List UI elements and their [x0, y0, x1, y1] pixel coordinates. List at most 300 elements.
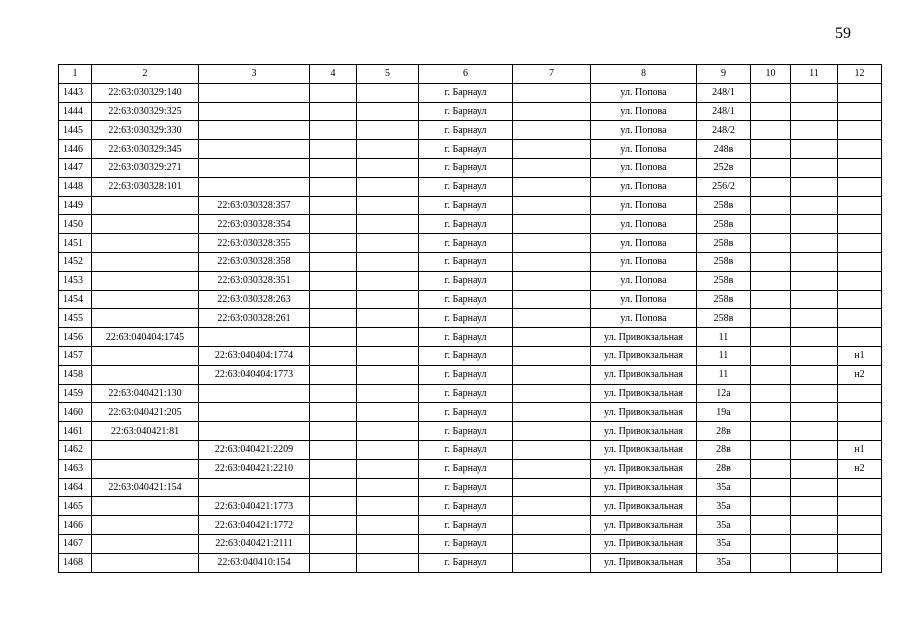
cell: [513, 478, 591, 497]
cell: [357, 271, 419, 290]
cell: [357, 102, 419, 121]
row-number-cell: 1445: [59, 121, 92, 140]
street-cell: ул. Привокзальная: [591, 403, 697, 422]
cell: [751, 290, 791, 309]
cadastral-number-cell: 22:63:030328:355: [199, 234, 310, 253]
cell: [791, 121, 838, 140]
street-cell: ул. Привокзальная: [591, 553, 697, 572]
cadastral-number-cell: 22:63:030328:351: [199, 271, 310, 290]
row-number-cell: 1465: [59, 497, 92, 516]
settlement-cell: г. Барнаул: [419, 553, 513, 572]
cadastral-number-cell: 22:63:030328:101: [92, 177, 199, 196]
cell: [791, 497, 838, 516]
note-cell: [838, 83, 882, 102]
cell: [310, 516, 357, 535]
cell: [357, 252, 419, 271]
cadastral-number-cell: [199, 83, 310, 102]
cadastral-number-cell: [92, 346, 199, 365]
cell: [791, 177, 838, 196]
row-number-cell: 1444: [59, 102, 92, 121]
cell: [513, 177, 591, 196]
row-number-cell: 1459: [59, 384, 92, 403]
settlement-cell: г. Барнаул: [419, 290, 513, 309]
cell: [357, 459, 419, 478]
table-row: [59, 158, 882, 177]
house-number-cell: 11: [697, 328, 751, 347]
cell: [357, 83, 419, 102]
cell: [513, 459, 591, 478]
cell: [513, 403, 591, 422]
row-number-cell: 1452: [59, 252, 92, 271]
note-cell: [838, 309, 882, 328]
house-number-cell: 35а: [697, 497, 751, 516]
row-number-cell: 1457: [59, 346, 92, 365]
street-cell: ул. Привокзальная: [591, 346, 697, 365]
cell: [513, 328, 591, 347]
cell: [791, 83, 838, 102]
cell: [751, 346, 791, 365]
house-number-cell: 248/2: [697, 121, 751, 140]
column-header: 1: [59, 65, 92, 84]
cell: [513, 234, 591, 253]
house-number-cell: 248в: [697, 140, 751, 159]
cell: [357, 177, 419, 196]
street-cell: ул. Привокзальная: [591, 516, 697, 535]
cell: [751, 384, 791, 403]
street-cell: ул. Привокзальная: [591, 534, 697, 553]
settlement-cell: г. Барнаул: [419, 196, 513, 215]
cell: [513, 440, 591, 459]
cell: [310, 309, 357, 328]
note-cell: [838, 215, 882, 234]
cell: [791, 459, 838, 478]
note-cell: н2: [838, 459, 882, 478]
settlement-cell: г. Барнаул: [419, 422, 513, 441]
house-number-cell: 11: [697, 365, 751, 384]
cell: [357, 497, 419, 516]
table-row: [59, 384, 882, 403]
column-header: 4: [310, 65, 357, 84]
street-cell: ул. Привокзальная: [591, 497, 697, 516]
cell: [791, 309, 838, 328]
cadastral-number-cell: 22:63:040404:1773: [199, 365, 310, 384]
cadastral-number-cell: [199, 177, 310, 196]
settlement-cell: г. Барнаул: [419, 346, 513, 365]
cell: [791, 534, 838, 553]
column-header: 9: [697, 65, 751, 84]
settlement-cell: г. Барнаул: [419, 440, 513, 459]
cell: [751, 422, 791, 441]
cadastral-number-cell: 22:63:030329:325: [92, 102, 199, 121]
row-number-cell: 1467: [59, 534, 92, 553]
house-number-cell: 258в: [697, 252, 751, 271]
cadastral-number-cell: [92, 196, 199, 215]
cadastral-number-cell: [92, 440, 199, 459]
cell: [513, 83, 591, 102]
column-header: 11: [791, 65, 838, 84]
cell: [791, 422, 838, 441]
table-row: [59, 177, 882, 196]
column-header: 10: [751, 65, 791, 84]
cell: [751, 215, 791, 234]
cadastral-number-cell: [92, 271, 199, 290]
column-header: 2: [92, 65, 199, 84]
cell: [310, 234, 357, 253]
cadastral-number-cell: 22:63:040421:81: [92, 422, 199, 441]
cell: [791, 196, 838, 215]
cadastral-number-cell: [92, 234, 199, 253]
cell: [310, 440, 357, 459]
street-cell: ул. Попова: [591, 196, 697, 215]
cadastral-number-cell: [92, 290, 199, 309]
cell: [310, 328, 357, 347]
cadastral-number-cell: 22:63:040421:154: [92, 478, 199, 497]
cell: [357, 403, 419, 422]
cadastral-number-cell: 22:63:030328:358: [199, 252, 310, 271]
cell: [513, 140, 591, 159]
settlement-cell: г. Барнаул: [419, 328, 513, 347]
cell: [791, 365, 838, 384]
cell: [791, 140, 838, 159]
cell: [310, 121, 357, 140]
note-cell: [838, 384, 882, 403]
house-number-cell: 12а: [697, 384, 751, 403]
cell: [513, 422, 591, 441]
settlement-cell: г. Барнаул: [419, 83, 513, 102]
cell: [751, 196, 791, 215]
house-number-cell: 28в: [697, 459, 751, 478]
cell: [310, 83, 357, 102]
note-cell: н1: [838, 346, 882, 365]
note-cell: [838, 121, 882, 140]
cell: [357, 215, 419, 234]
house-number-cell: 258в: [697, 215, 751, 234]
cell: [357, 346, 419, 365]
row-number-cell: 1460: [59, 403, 92, 422]
settlement-cell: г. Барнаул: [419, 478, 513, 497]
cadastral-number-cell: 22:63:040404:1774: [199, 346, 310, 365]
table-row: [59, 516, 882, 535]
cadastral-number-cell: 22:63:030329:271: [92, 158, 199, 177]
row-number-cell: 1447: [59, 158, 92, 177]
settlement-cell: г. Барнаул: [419, 403, 513, 422]
row-number-cell: 1455: [59, 309, 92, 328]
table-row: [59, 83, 882, 102]
cadastral-number-cell: [199, 422, 310, 441]
column-header: 5: [357, 65, 419, 84]
house-number-cell: 35а: [697, 534, 751, 553]
note-cell: н2: [838, 365, 882, 384]
table-row: [59, 290, 882, 309]
cell: [357, 440, 419, 459]
table-row: [59, 497, 882, 516]
cell: [751, 121, 791, 140]
table-row: [59, 478, 882, 497]
street-cell: ул. Привокзальная: [591, 365, 697, 384]
cadastral-number-cell: [92, 553, 199, 572]
cell: [310, 384, 357, 403]
cadastral-number-cell: 22:63:030329:345: [92, 140, 199, 159]
house-number-cell: 252в: [697, 158, 751, 177]
cell: [791, 384, 838, 403]
house-number-cell: 248/1: [697, 83, 751, 102]
house-number-cell: 258в: [697, 309, 751, 328]
settlement-cell: г. Барнаул: [419, 516, 513, 535]
table-row: [59, 271, 882, 290]
row-number-cell: 1462: [59, 440, 92, 459]
cadastral-number-cell: 22:63:030329:140: [92, 83, 199, 102]
cell: [310, 102, 357, 121]
table-row: [59, 309, 882, 328]
cell: [751, 365, 791, 384]
cell: [513, 215, 591, 234]
row-number-cell: 1461: [59, 422, 92, 441]
cell: [751, 83, 791, 102]
column-header: 12: [838, 65, 882, 84]
note-cell: [838, 497, 882, 516]
note-cell: [838, 234, 882, 253]
row-number-cell: 1456: [59, 328, 92, 347]
settlement-cell: г. Барнаул: [419, 309, 513, 328]
row-number-cell: 1450: [59, 215, 92, 234]
row-number-cell: 1448: [59, 177, 92, 196]
street-cell: ул. Попова: [591, 290, 697, 309]
cell: [751, 271, 791, 290]
street-cell: ул. Попова: [591, 252, 697, 271]
settlement-cell: г. Барнаул: [419, 121, 513, 140]
cell: [751, 459, 791, 478]
cell: [310, 215, 357, 234]
cell: [357, 553, 419, 572]
table-row: [59, 215, 882, 234]
cell: [751, 177, 791, 196]
cell: [513, 252, 591, 271]
cadastral-number-cell: [92, 252, 199, 271]
row-number-cell: 1458: [59, 365, 92, 384]
cell: [310, 158, 357, 177]
cell: [791, 328, 838, 347]
table-row: [59, 346, 882, 365]
house-number-cell: 256/2: [697, 177, 751, 196]
cell: [357, 328, 419, 347]
street-cell: ул. Попова: [591, 121, 697, 140]
note-cell: [838, 140, 882, 159]
street-cell: ул. Попова: [591, 215, 697, 234]
settlement-cell: г. Барнаул: [419, 177, 513, 196]
cell: [310, 478, 357, 497]
cell: [310, 177, 357, 196]
cadastral-number-cell: 22:63:030328:357: [199, 196, 310, 215]
cadastral-number-cell: [92, 309, 199, 328]
cadastral-number-cell: 22:63:040421:205: [92, 403, 199, 422]
cell: [791, 403, 838, 422]
column-header: 7: [513, 65, 591, 84]
cell: [791, 234, 838, 253]
note-cell: [838, 196, 882, 215]
cadastral-number-cell: 22:63:030328:354: [199, 215, 310, 234]
cell: [357, 140, 419, 159]
cell: [791, 252, 838, 271]
cell: [791, 158, 838, 177]
cell: [513, 346, 591, 365]
cell: [791, 516, 838, 535]
cell: [513, 196, 591, 215]
cell: [751, 553, 791, 572]
cell: [310, 290, 357, 309]
cell: [513, 102, 591, 121]
settlement-cell: г. Барнаул: [419, 365, 513, 384]
house-number-cell: 248/1: [697, 102, 751, 121]
house-number-cell: 35а: [697, 553, 751, 572]
table-row: [59, 196, 882, 215]
street-cell: ул. Попова: [591, 140, 697, 159]
cell: [310, 271, 357, 290]
cell: [791, 478, 838, 497]
cell: [310, 365, 357, 384]
street-cell: ул. Попова: [591, 158, 697, 177]
cadastral-number-cell: 22:63:030328:261: [199, 309, 310, 328]
row-number-cell: 1449: [59, 196, 92, 215]
cell: [751, 328, 791, 347]
cell: [791, 102, 838, 121]
street-cell: ул. Попова: [591, 234, 697, 253]
cell: [357, 422, 419, 441]
cadastral-number-cell: [92, 459, 199, 478]
cell: [751, 478, 791, 497]
note-cell: [838, 252, 882, 271]
cell: [357, 534, 419, 553]
cadastral-number-cell: [199, 328, 310, 347]
settlement-cell: г. Барнаул: [419, 140, 513, 159]
row-number-cell: 1463: [59, 459, 92, 478]
cadastral-number-cell: [92, 215, 199, 234]
cadastral-number-cell: [199, 403, 310, 422]
page-number: 59: [835, 25, 851, 42]
cadastral-number-cell: [92, 516, 199, 535]
note-cell: [838, 271, 882, 290]
house-number-cell: 35а: [697, 478, 751, 497]
cell: [310, 497, 357, 516]
note-cell: [838, 177, 882, 196]
street-cell: ул. Попова: [591, 83, 697, 102]
cadastral-number-cell: 22:63:040421:130: [92, 384, 199, 403]
table-row: [59, 553, 882, 572]
row-number-cell: 1453: [59, 271, 92, 290]
cell: [791, 346, 838, 365]
settlement-cell: г. Барнаул: [419, 271, 513, 290]
street-cell: ул. Привокзальная: [591, 440, 697, 459]
street-cell: ул. Привокзальная: [591, 328, 697, 347]
cell: [791, 440, 838, 459]
cell: [513, 497, 591, 516]
note-cell: [838, 102, 882, 121]
cadastral-number-cell: 22:63:040421:2209: [199, 440, 310, 459]
note-cell: [838, 158, 882, 177]
table-row: [59, 440, 882, 459]
table-body: [59, 83, 882, 572]
cell: [751, 534, 791, 553]
house-number-cell: 258в: [697, 234, 751, 253]
settlement-cell: г. Барнаул: [419, 459, 513, 478]
house-number-cell: 11: [697, 346, 751, 365]
table-row: [59, 365, 882, 384]
street-cell: ул. Привокзальная: [591, 478, 697, 497]
street-cell: ул. Попова: [591, 102, 697, 121]
cell: [513, 290, 591, 309]
table-row: [59, 121, 882, 140]
house-number-cell: 258в: [697, 271, 751, 290]
cell: [513, 158, 591, 177]
cadastral-number-cell: [92, 365, 199, 384]
cell: [513, 309, 591, 328]
cell: [751, 234, 791, 253]
house-number-cell: 35а: [697, 516, 751, 535]
street-cell: ул. Попова: [591, 309, 697, 328]
cell: [751, 309, 791, 328]
row-number-cell: 1454: [59, 290, 92, 309]
cell: [357, 516, 419, 535]
cell: [751, 440, 791, 459]
house-number-cell: 28в: [697, 422, 751, 441]
cell: [791, 215, 838, 234]
row-number-cell: 1466: [59, 516, 92, 535]
street-cell: ул. Попова: [591, 177, 697, 196]
cell: [357, 234, 419, 253]
house-number-cell: 258в: [697, 196, 751, 215]
table-row: [59, 234, 882, 253]
cell: [310, 553, 357, 572]
settlement-cell: г. Барнаул: [419, 158, 513, 177]
cadastral-number-cell: 22:63:040421:1772: [199, 516, 310, 535]
cell: [310, 459, 357, 478]
row-number-cell: 1446: [59, 140, 92, 159]
settlement-cell: г. Барнаул: [419, 234, 513, 253]
cell: [751, 252, 791, 271]
note-cell: [838, 516, 882, 535]
cell: [751, 158, 791, 177]
table-row: [59, 252, 882, 271]
note-cell: [838, 422, 882, 441]
street-cell: ул. Привокзальная: [591, 459, 697, 478]
settlement-cell: г. Барнаул: [419, 215, 513, 234]
cell: [513, 121, 591, 140]
house-number-cell: 258в: [697, 290, 751, 309]
cell: [751, 497, 791, 516]
cell: [513, 553, 591, 572]
cell: [791, 290, 838, 309]
cell: [513, 365, 591, 384]
note-cell: [838, 403, 882, 422]
street-cell: ул. Привокзальная: [591, 384, 697, 403]
cell: [357, 384, 419, 403]
settlement-cell: г. Барнаул: [419, 102, 513, 121]
note-cell: н1: [838, 440, 882, 459]
cadastral-number-cell: 22:63:030328:263: [199, 290, 310, 309]
cell: [310, 403, 357, 422]
cadastral-number-cell: 22:63:030329:330: [92, 121, 199, 140]
cell: [357, 121, 419, 140]
register-table: [58, 64, 882, 573]
cadastral-number-cell: 22:63:040410:154: [199, 553, 310, 572]
row-number-cell: 1468: [59, 553, 92, 572]
cell: [310, 346, 357, 365]
cadastral-number-cell: 22:63:040404:1745: [92, 328, 199, 347]
cell: [310, 140, 357, 159]
row-number-cell: 1464: [59, 478, 92, 497]
cell: [310, 534, 357, 553]
cadastral-number-cell: [199, 384, 310, 403]
cell: [791, 271, 838, 290]
